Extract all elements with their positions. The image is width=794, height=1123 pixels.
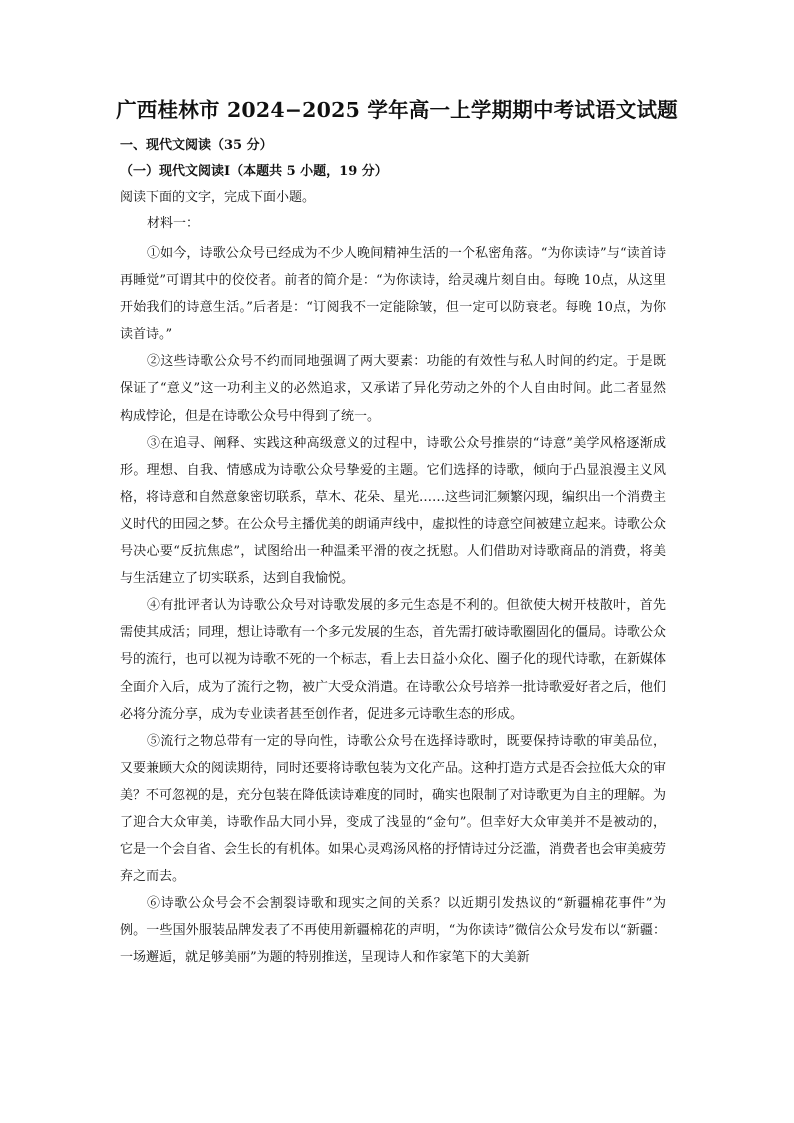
reading-instruction: 阅读下面的文字，完成下面小题。 xyxy=(120,190,316,205)
exam-title: 广西桂林市 2024−2025 学年高一上学期期中考试语文试题 xyxy=(116,98,678,122)
section-heading: 一、现代文阅读（35 分） xyxy=(120,138,273,153)
paragraph-6: ⑥诗歌公众号会不会割裂诗歌和现实之间的关系？以近期引发热议的“新疆棉花事件”为例。一些国外服装品牌发表了不再使用新疆棉花的声明，“为你读诗”微信公众号发布以“新疆：一场邂逅，就足够美丽”为题的特别推送，呈现诗人和作家笔下的大美新 xyxy=(120,896,666,966)
paragraph-5: ⑤流行之物总带有一定的导向性，诗歌公众号在选择诗歌时，既要保持诗歌的审美品位，又要兼顾大众的阅读期待，同时还要将诗歌包装为文化产品。这种打造方式是否会拉低大众的审美？不可忽视的是，充分包装在降低读诗难度的同时，确实也限制了对诗歌更为自主的理解。为了迎合大众审美，诗歌作品大同小异，变成了浅显的“金句”。但幸好大众审美并不是被动的，它是一个会自省、会生长的有机体。如果心灵鸡汤风格的抒情诗过分泛滥，消费者也会审美疲劳弃之而去。 xyxy=(120,733,667,885)
paragraph-2: ②这些诗歌公众号不约而同地强调了两大要素：功能的有效性与私人时间的约定。于是既保证了“意义”这一功利主义的必然追求，又承诺了异化劳动之外的个人自由时间。此二者显然构成悖论，但是在诗歌公众号中得到了统一。 xyxy=(120,354,666,424)
paragraph-4: ④有批评者认为诗歌公众号对诗歌发展的多元生态是不利的。但欲使大树开枝散叶，首先需使其成活；同理，想让诗歌有一个多元发展的生态，首先需打破诗歌圈固化的僵局。诗歌公众号的流行，也可以视为诗歌不死的一个标志，看上去日益小众化、圈子化的现代诗歌，在新媒体全面介入后，成为了流行之物，被广大受众消遣。在诗歌公众号培养一批诗歌爱好者之后，他们必将分流分享，成为专业读者甚至创作者，促进多元诗歌生态的形成。 xyxy=(120,598,667,722)
reading-passage xyxy=(120,240,666,972)
material-label: 材料一： xyxy=(147,216,200,231)
paragraph-1: ①如今，诗歌公众号已经成为不少人晚间精神生活的一个私密角落。“为你读诗”与“读首诗再睡觉”可谓其中的佼佼者。前者的简介是：“为你读诗，给灵魂片刻自由。每晚 10点，从这里开始我们的诗意生活。”后者是：“订阅我不一定能除皱，但一定可以防衰老。每晚 10点，为你读首诗。” xyxy=(120,246,666,343)
subsection-heading: （一）现代文阅读Ⅰ（本题共 5 小题，19 分） xyxy=(120,164,388,179)
paragraph-3: ③在追寻、阐释、实践这种高级意义的过程中，诗歌公众号推崇的“诗意”美学风格逐渐成形。理想、自我、情感成为诗歌公众号挚爱的主题。它们选择的诗歌，倾向于凸显浪漫主义风格，将诗意和自然意象密切联系，草木、花朵、星光……这些词汇频繁闪现，编织出一个消费主义时代的田园之梦。在公众号主播优美的朗诵声线中，虚拟性的诗意空间被建立起来。诗歌公众号决心要“反抗焦虑”，试图给出一种温柔平滑的夜之抚慰。人们借助对诗歌商品的消费，将美与生活建立了切实联系，达到自我愉悦。 xyxy=(120,435,667,587)
